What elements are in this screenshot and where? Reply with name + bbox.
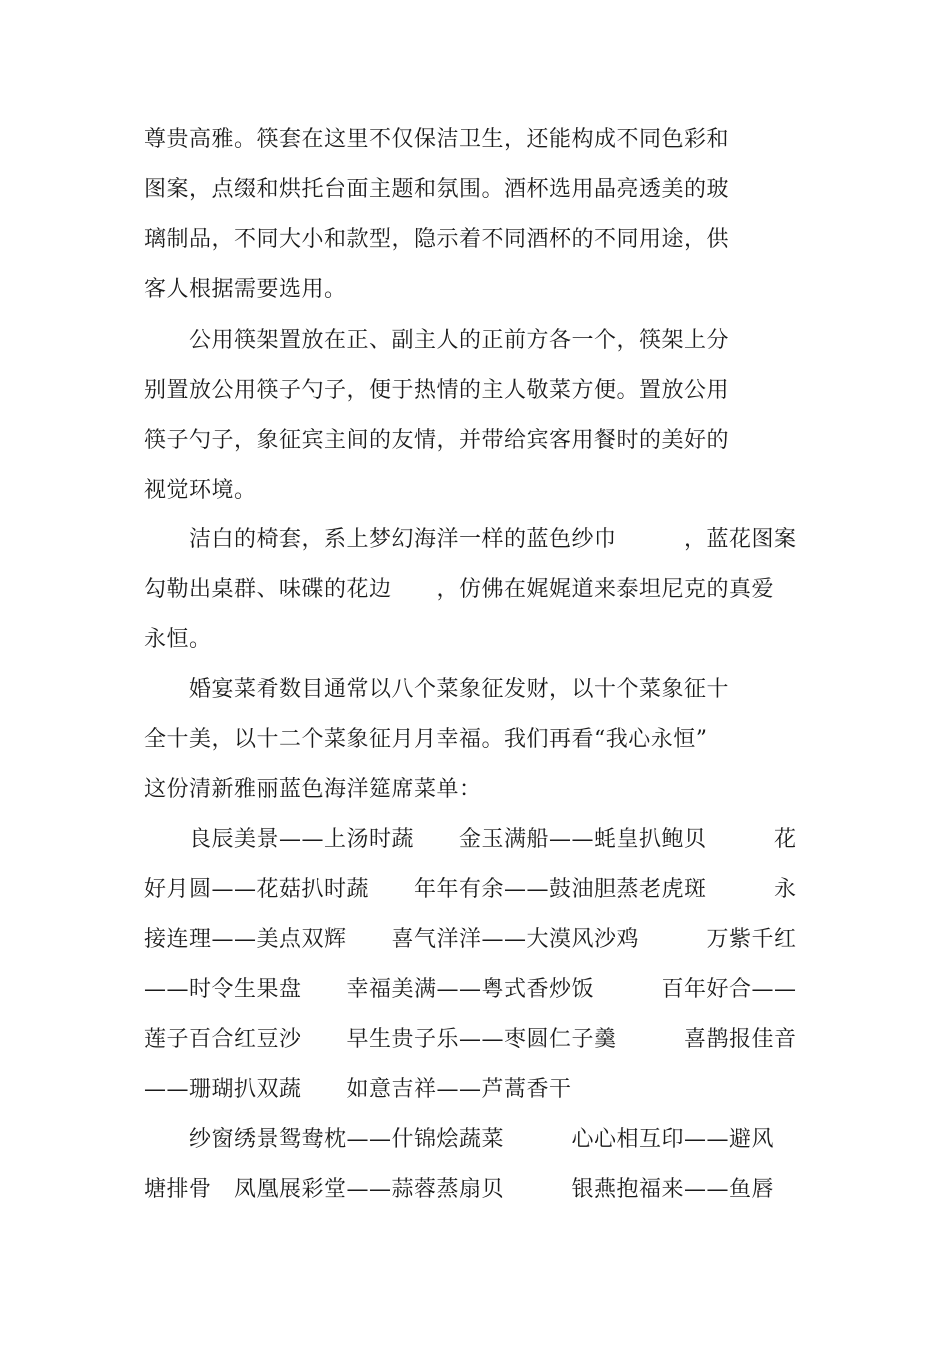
- menu-line: 接连理——美点双辉 喜气洋洋——大漠风沙鸡 万紫千红: [144, 927, 797, 952]
- text-line: 这份清新雅丽蓝色海洋筵席菜单：: [144, 777, 482, 802]
- text-line: 洁白的椅套，系上梦幻海洋一样的蓝色纱巾 ，蓝花图案: [144, 527, 797, 552]
- text-line: 璃制品，不同大小和款型，隐示着不同酒杯的不同用途，供: [144, 227, 730, 252]
- text-line: 勾勒出桌群、味碟的花边 ，仿佛在娓娓道来泰坦尼克的真爱: [144, 577, 775, 602]
- menu-line: 塘排骨 凤凰展彩堂——蒜蓉蒸扇贝 银燕抱福来——鱼唇: [144, 1177, 775, 1202]
- menu-line: 纱窗绣景鸳鸯枕——什锦烩蔬菜 心心相互印——避风: [144, 1127, 775, 1152]
- menu-line: 莲子百合红豆沙 早生贵子乐——枣圆仁子羹 喜鹊报佳音: [144, 1027, 797, 1052]
- text-line: 别置放公用筷子勺子，便于热情的主人敬菜方便。置放公用: [144, 378, 730, 403]
- text-line: 婚宴菜肴数目通常以八个菜象征发财，以十个菜象征十: [144, 677, 730, 702]
- text-line: 全十美，以十二个菜象征月月幸福。我们再看“我心永恒”: [144, 727, 708, 752]
- text-line: 公用筷架置放在正、副主人的正前方各一个，筷架上分: [144, 328, 730, 353]
- text-line: 筷子勺子，象征宾主间的友情，并带给宾客用餐时的美好的: [144, 428, 730, 453]
- text-line: 尊贵高雅。筷套在这里不仅保洁卫生，还能构成不同色彩和: [144, 127, 730, 152]
- text-line: 永恒。: [144, 627, 212, 652]
- menu-line: 良辰美景——上汤时蔬 金玉满船——蚝皇扒鲍贝 花: [144, 827, 797, 852]
- menu-line: ——珊瑚扒双蔬 如意吉祥——芦蒿香干: [144, 1077, 572, 1102]
- menu-line: 好月圆——花菇扒时蔬 年年有余——鼓油胆蒸老虎斑 永: [144, 877, 797, 902]
- text-line: 视觉环境。: [144, 478, 257, 503]
- menu-line: ——时令生果盘 幸福美满——粤式香炒饭 百年好合——: [144, 977, 797, 1002]
- text-line: 图案，点缀和烘托台面主题和氛围。酒杯选用晶亮透美的玻: [144, 177, 730, 202]
- text-line: 客人根据需要选用。: [144, 277, 347, 302]
